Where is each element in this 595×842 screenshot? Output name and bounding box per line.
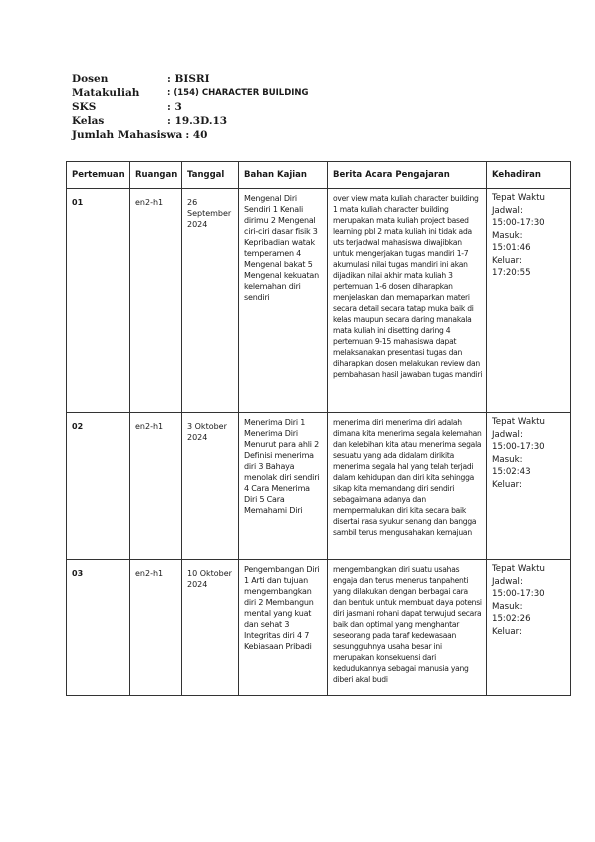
kehadiran-cell: [487, 189, 571, 413]
jumlah-value: : 40: [185, 129, 208, 141]
keluar-label: Keluar:: [492, 479, 522, 490]
ruangan-cell: en2-h1: [130, 560, 182, 696]
kelas-row: [72, 114, 309, 128]
jadwal-label: Jadwal:: [492, 205, 523, 216]
tanggal-cell: 3 Oktober 2024: [182, 413, 239, 560]
column-header-tanggal: Tanggal: [182, 162, 239, 189]
berita-acara-cell: mengembangkan diri suatu usahas engaja dan terus menerus tanpahenti yang dilakukan dengan berbagai cara dan bentuk untuk membuat daya potensi diri jasmani rohani dapat terwujud secara baik dan optimal yang menghantar seseorang pada taraf kedewasaan sesungguhnya usaha besar ini merupakan konsekuensi dari kedudukannya sebagai manusia yang diberi akal budi: [328, 560, 487, 696]
column-header-pertemuan: Pertemuan: [67, 162, 130, 189]
kelas-value: : 19.3D.13: [167, 115, 228, 127]
keluar-label: Keluar:: [492, 255, 522, 266]
masuk-label: Masuk:: [492, 454, 523, 465]
jumlah-row: [72, 128, 309, 142]
tanggal-cell: 10 Oktober 2024: [182, 560, 239, 696]
masuk-value: 15:01:46: [492, 243, 531, 253]
jadwal-value: 15:00-17:30: [492, 589, 545, 599]
table-row: [67, 189, 571, 413]
masuk-value: 15:02:26: [492, 614, 531, 624]
sks-row: [72, 100, 309, 114]
pertemuan-cell: 02: [67, 413, 130, 560]
masuk-label: Masuk:: [492, 601, 523, 612]
matakuliah-label: Matakuliah: [72, 87, 140, 99]
kehadiran-status: Tepat Waktu: [492, 193, 545, 203]
bahan-kajian-cell: Menerima Diri 1 Menerima Diri Menurut para ahli 2 Definisi menerima diri 3 Bahaya menolak diri sendiri 4 Cara Menerima Diri 5 Cara Memahami Diri: [239, 413, 328, 560]
keluar-label: Keluar:: [492, 626, 522, 637]
ruangan-cell: en2-h1: [130, 413, 182, 560]
column-header-berita-acara: Berita Acara Pengajaran: [328, 162, 487, 189]
pertemuan-cell: 01: [67, 189, 130, 413]
kehadiran-status: Tepat Waktu: [492, 564, 545, 574]
column-header-ruangan: Ruangan: [130, 162, 182, 189]
jadwal-value: 15:00-17:30: [492, 442, 545, 452]
course-header: [72, 72, 309, 142]
kehadiran-status: Tepat Waktu: [492, 417, 545, 427]
berita-acara-cell: menerima diri menerima diri adalah dimana kita menerima segala kelemahan dan kelebihan kita atau menerima segala sesuatu yang ada didalam dirikita menerima segala hal yang telah terjadi dalam kehidupan dan diri kita sehingga sikap kita memandang diri sendiri sebagaimana adanya dan mempermalukan diri kita secara baik disertai rasa syukur senang dan bangga sambil terus mengusahakan kemajuan: [328, 413, 487, 560]
keluar-value: 17:20:55: [492, 268, 531, 278]
kelas-label: Kelas: [72, 115, 105, 127]
kehadiran-cell: [487, 413, 571, 560]
matakuliah-row: [72, 86, 309, 100]
dosen-label: Dosen: [72, 73, 109, 85]
matakuliah-value: : (154) CHARACTER BUILDING: [167, 88, 309, 98]
ruangan-cell: en2-h1: [130, 189, 182, 413]
berita-acara-cell: over view mata kuliah character building 1 mata kuliah character building merupakan mata kuliah project based learning pbl 2 mata kuliah ini tidak ada uts terjadwal mahasiswa diwajibkan untuk mengerjakan tugas mandiri 1-7 akumulasi nilai tugas mandiri ini akan dijadikan nilai akhir mata kuliah 3 pertemuan 1-6 dosen diharapkan menjelaskan dan memaparkan materi secara detail secara tatap muka baik di kelas maupun secara daring manakala mata kuliah ini disetting daring 4 pertemuan 9-15 mahasiswa dapat melaksanakan presentasi tugas dan diharapkan dosen melakukan review dan pembahasan hasil jawaban tugas mandiri: [328, 189, 487, 413]
bahan-kajian-cell: Mengenal Diri Sendiri 1 Kenali dirimu 2 Mengenal ciri-ciri dasar fisik 3 Kepribadian watak temperamen 4 Mengenal bakat 5 Mengenal kekuatan kelemahan diri sendiri: [239, 189, 328, 413]
column-header-kehadiran: Kehadiran: [487, 162, 571, 189]
tanggal-cell: 26 September 2024: [182, 189, 239, 413]
jadwal-label: Jadwal:: [492, 429, 523, 440]
attendance-table: [66, 161, 571, 696]
sks-value: : 3: [167, 101, 182, 113]
bahan-kajian-cell: Pengembangan Diri 1 Arti dan tujuan mengembangkan diri 2 Membangun mental yang kuat dan sehat 3 Integritas diri 4 7 Kebiasaan Pribadi: [239, 560, 328, 696]
masuk-label: Masuk:: [492, 230, 523, 241]
column-header-bahan-kajian: Bahan Kajian: [239, 162, 328, 189]
table-header-row: [67, 162, 571, 189]
jumlah-label: Jumlah Mahasiswa: [72, 129, 183, 141]
masuk-value: 15:02:43: [492, 467, 531, 477]
dosen-value: : BISRI: [167, 73, 210, 85]
dosen-row: [72, 72, 309, 86]
kehadiran-cell: [487, 560, 571, 696]
sks-label: SKS: [72, 101, 97, 113]
table-row: [67, 560, 571, 696]
jadwal-value: 15:00-17:30: [492, 218, 545, 228]
pertemuan-cell: 03: [67, 560, 130, 696]
table-row: [67, 413, 571, 560]
jadwal-label: Jadwal:: [492, 576, 523, 587]
